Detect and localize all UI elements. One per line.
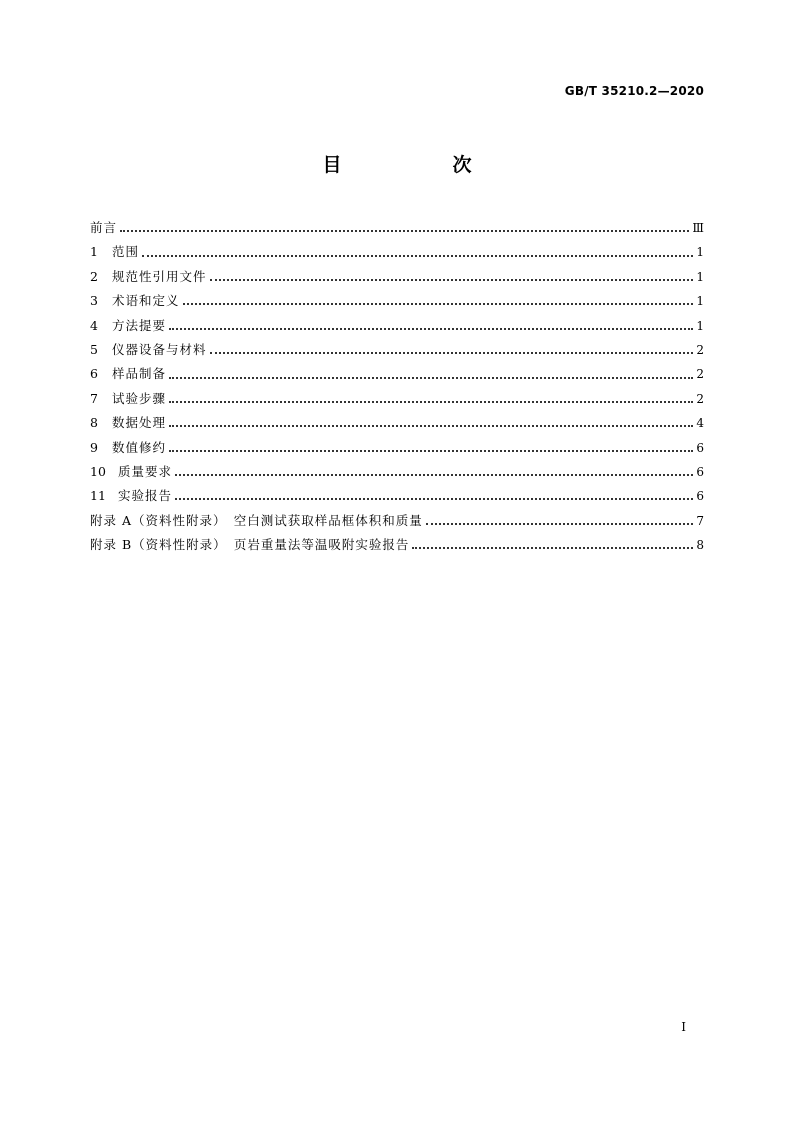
toc-entry-text: 实验报告 bbox=[118, 488, 173, 504]
toc-entry-label bbox=[90, 484, 172, 508]
toc-entry-text: 样品制备 bbox=[112, 366, 167, 382]
toc-entry[interactable] bbox=[90, 265, 704, 289]
standard-code: GB/T 35210.2—2020 bbox=[564, 84, 704, 98]
toc-entry-text: 术语和定义 bbox=[112, 293, 180, 309]
toc-entry-page: 6 bbox=[696, 489, 704, 504]
toc-entry-number: 1 bbox=[90, 244, 98, 260]
toc-entry[interactable] bbox=[90, 484, 704, 508]
toc-entry-page: 1 bbox=[696, 318, 704, 333]
toc-entry[interactable] bbox=[90, 314, 704, 338]
toc-entry-page: 4 bbox=[696, 416, 704, 431]
toc-dot-leader bbox=[210, 279, 694, 281]
toc-entry-page: 1 bbox=[696, 294, 704, 309]
toc-entry[interactable] bbox=[90, 289, 704, 313]
toc-entry-page: 6 bbox=[696, 440, 704, 455]
toc-entry-page: 8 bbox=[696, 538, 704, 553]
toc-entry[interactable] bbox=[90, 216, 704, 240]
toc-entry-label bbox=[90, 265, 207, 289]
toc-entry-page: Ⅲ bbox=[692, 221, 704, 235]
toc-entry-label bbox=[90, 216, 117, 240]
toc-dot-leader bbox=[412, 547, 693, 549]
toc-entry-label bbox=[90, 436, 166, 460]
toc-entry-page: 7 bbox=[696, 513, 704, 528]
toc-entry-text: 规范性引用文件 bbox=[112, 268, 207, 284]
toc-entry-label bbox=[90, 509, 423, 533]
toc-entry-page: 1 bbox=[696, 245, 704, 260]
toc-dot-leader bbox=[169, 450, 693, 452]
toc-dot-leader bbox=[169, 401, 693, 403]
toc-entry[interactable] bbox=[90, 533, 704, 557]
toc-entry-label bbox=[90, 362, 166, 386]
page-number: I bbox=[681, 1020, 686, 1034]
toc-dot-leader bbox=[120, 230, 689, 232]
toc-entry[interactable] bbox=[90, 240, 704, 264]
toc-entry-number: 2 bbox=[90, 268, 98, 284]
toc-entry-label bbox=[90, 289, 180, 313]
toc-dot-leader bbox=[169, 425, 693, 427]
toc-entry[interactable] bbox=[90, 338, 704, 362]
toc-entry-label bbox=[90, 387, 166, 411]
toc-entry-text: 范围 bbox=[112, 244, 140, 260]
toc-entry-text: 前言 bbox=[90, 220, 118, 235]
toc-entry[interactable] bbox=[90, 411, 704, 435]
toc-entry[interactable] bbox=[90, 387, 704, 411]
toc-entry-number: 5 bbox=[90, 341, 98, 357]
toc-dot-leader bbox=[183, 303, 694, 305]
toc-entry[interactable] bbox=[90, 460, 704, 484]
toc-entry-page: 2 bbox=[696, 342, 704, 357]
toc-entry-number: 7 bbox=[90, 390, 98, 406]
table-of-contents bbox=[90, 216, 704, 557]
toc-dot-leader bbox=[169, 377, 693, 379]
toc-dot-leader bbox=[210, 352, 694, 354]
toc-entry-page: 1 bbox=[696, 269, 704, 284]
toc-dot-leader bbox=[142, 255, 693, 257]
toc-entry-number: 3 bbox=[90, 293, 98, 309]
toc-entry-text: 附录 A（资料性附录） 空白测试获取样品框体积和质量 bbox=[90, 512, 423, 528]
toc-dot-leader bbox=[175, 474, 693, 476]
toc-dot-leader bbox=[175, 498, 693, 500]
toc-entry-label bbox=[90, 411, 166, 435]
toc-entry-text: 试验步骤 bbox=[112, 390, 167, 406]
toc-entry-page: 2 bbox=[696, 367, 704, 382]
toc-entry-number: 8 bbox=[90, 415, 98, 431]
toc-entry-text: 数值修约 bbox=[112, 439, 167, 455]
toc-entry-number: 4 bbox=[90, 317, 98, 333]
toc-dot-leader bbox=[169, 328, 693, 330]
toc-entry-number: 10 bbox=[90, 463, 106, 479]
toc-entry-label bbox=[90, 314, 166, 338]
toc-entry-page: 6 bbox=[696, 464, 704, 479]
toc-entry[interactable] bbox=[90, 509, 704, 533]
toc-entry-label bbox=[90, 533, 409, 557]
toc-entry-page: 2 bbox=[696, 391, 704, 406]
toc-entry-text: 数据处理 bbox=[112, 415, 167, 431]
toc-entry-number: 6 bbox=[90, 366, 98, 382]
toc-entry-text: 仪器设备与材料 bbox=[112, 341, 207, 357]
toc-entry-number: 9 bbox=[90, 439, 98, 455]
toc-entry-text: 质量要求 bbox=[118, 463, 173, 479]
toc-entry-text: 方法提要 bbox=[112, 317, 167, 333]
page-title: 目 次 bbox=[322, 154, 518, 176]
toc-entry[interactable] bbox=[90, 436, 704, 460]
toc-entry-label bbox=[90, 240, 139, 264]
toc-entry-label bbox=[90, 338, 207, 362]
toc-dot-leader bbox=[426, 523, 694, 525]
toc-entry-text: 附录 B（资料性附录） 页岩重量法等温吸附实验报告 bbox=[90, 537, 410, 553]
toc-entry[interactable] bbox=[90, 362, 704, 386]
toc-entry-label bbox=[90, 460, 172, 484]
toc-entry-number: 11 bbox=[90, 488, 106, 504]
